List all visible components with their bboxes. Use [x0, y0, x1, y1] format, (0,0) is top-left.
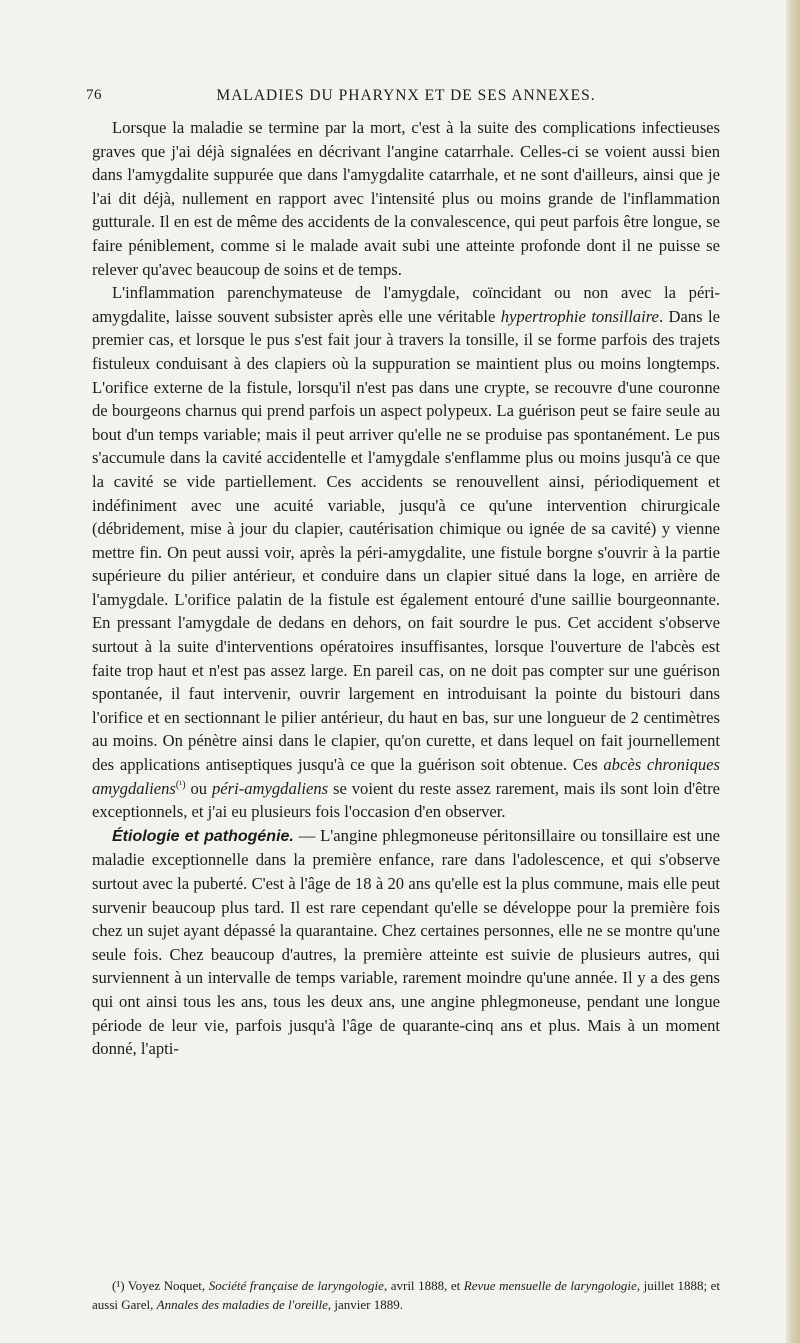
- emphasis-abces: abcès chroniques amygdaliens: [92, 755, 720, 798]
- body-text: [92, 116, 720, 1061]
- footnote-reference: (¹): [175, 779, 186, 791]
- footnote-marker: (¹): [112, 1278, 125, 1293]
- footnote-text: , janvier 1889.: [327, 1297, 403, 1312]
- footnote-source: Revue mensuelle de laryngologie: [463, 1278, 637, 1293]
- footnote: [92, 1276, 720, 1314]
- text-segment: — L'angine phlegmoneuse péritonsillaire ou tonsillaire est une maladie exceptionnelle dans la première enfance, rare dans l'adolescence, et qui s'observe surtout avec la puberté. C'est à l'âge de 18 à 20 ans qu'elle est la plus commune, mais elle peut survenir beaucoup plus tard. Il est rare cependant qu'elle se développe pour la première fois chez un sujet ayant dépassé la quarantaine. Chez certaines personnes, elle ne se montre qu'une seule fois. Chez beaucoup d'autres, la première atteinte est suivie de plusieurs autres, qui surviennent à un intervalle de temps variable, rarement moindre qu'une année. Il y a des gens qui ont ainsi tous les ans, tous les deux ans, une angine phlegmoneuse, pendant une longue période de leur vie, parfois jusqu'à l'âge de quarante-cinq ans et plus. Mais à un moment donné, l'apti-: [92, 825, 721, 1059]
- text-segment: se voient du reste assez rarement, mais ils sont loin d'être exceptionnels, et j'ai eu plusieurs fois l'occasion d'en observer.: [92, 778, 721, 822]
- page-number: 76: [86, 87, 102, 103]
- section-heading: Étiologie et pathogénie.: [112, 827, 294, 845]
- paragraph-complications: Lorsque la maladie se termine par la mort, c'est à la suite des complications infectieuses graves que j'ai déjà signalées en décrivant l'angine catarrhale. Celles-ci se voient aussi bien dans l'amygdalite suppurée que dans l'amygdalite catarrhale, et ne sont d'ailleurs, ainsi que je l'ai dit déjà, nullement en rapport avec l'intensité plus ou moins grande de l'inflammation gutturale. Il en est de même des accidents de la convalescence, qui peut parfois être longue, se faire péniblement, comme si le malade avait subi une atteinte profonde dont il ne puisse se relever qu'avec beaucoup de soins et de temps.: [92, 118, 720, 279]
- paragraph-etiologie: [92, 824, 720, 1061]
- page-edge-shadow: [786, 0, 800, 1343]
- running-title: MALADIES DU PHARYNX ET DE SES ANNEXES.: [216, 87, 596, 104]
- footnote-source: Annales des maladies de l'oreille: [156, 1297, 328, 1312]
- text-segment: . Dans le premier cas, et lorsque le pus s'est fait jour à travers la tonsille, il se forme parfois des trajets fistuleux conduisant à des clapiers où la suppuration se maintient plus ou moins longtemps. L'orifice externe de la fistule, lorsqu'il n'est pas dans une crypte, se recouvre d'une couronne de bourgeons charnus qui prend parfois un aspect polypeux. La guérison peut se faire seule au bout d'un temps variable; mais il peut arriver qu'elle ne se produise pas spontanément. Le pus s'accumule dans la cavité accidentelle et l'amygdale s'enflamme plus ou moins jusqu'à ce que la cavité se vide partiellement. Ces accidents se renouvellent ainsi, périodiquement et indéfiniment avec une acuité variable, jusqu'à ce qu'une intervention chirurgicale (débridement, mise à jour du clapier, cautérisation chimique ou ignée de sa cavité) y vienne mettre fin. On peut aussi voir, après la péri-amygdalite, une fistule borgne s'ouvrir à la partie supérieure du pilier antérieur, et conduire dans un clapier situé dans la loge, en arrière de l'amygdale. L'orifice palatin de la fistule est également entouré d'une saillie bourgeonnante. En pressant l'amygdale de dedans en dehors, on fait sourdre le pus. Cet accident s'observe surtout à la suite d'interventions opératoires insuffisantes, lorsque l'ouverture de l'abcès est faite trop haut et n'est pas assez large. En pareil cas, on ne doit pas compter sur une guérison spontanée, il faut intervenir, ouvrir largement en introduisant la pointe du bistouri dans l'orifice et en sectionnant le pilier antérieur, du haut en bas, sur une longueur de 2 centimètres au moins. On pénètre ainsi dans le clapier, qu'on curette, et dans lequel on fait journellement des applications antiseptiques jusqu'à ce que la guérison soit obtenue. Ces: [92, 306, 721, 775]
- footnote-source: Société française de laryngologie: [208, 1278, 384, 1293]
- page-header: [86, 87, 726, 111]
- footnote-text: , juillet 1888; et aussi Garel,: [92, 1278, 721, 1312]
- footnote-text: , avril 1888, et: [383, 1278, 464, 1293]
- emphasis-hypertrophie: hypertrophie tonsillaire: [500, 306, 659, 326]
- emphasis-peri-amygdaliens: péri-amygdaliens: [211, 778, 329, 798]
- footnote-text: Voyez Noquet,: [124, 1278, 209, 1293]
- text-segment: L'inflammation parenchymateuse de l'amygdale, coïncidant ou non avec la péri-amygdalite, laisse souvent subsister après elle une véritable: [92, 283, 720, 326]
- text-segment: ou: [185, 778, 212, 798]
- paragraph-inflammation: [92, 281, 720, 824]
